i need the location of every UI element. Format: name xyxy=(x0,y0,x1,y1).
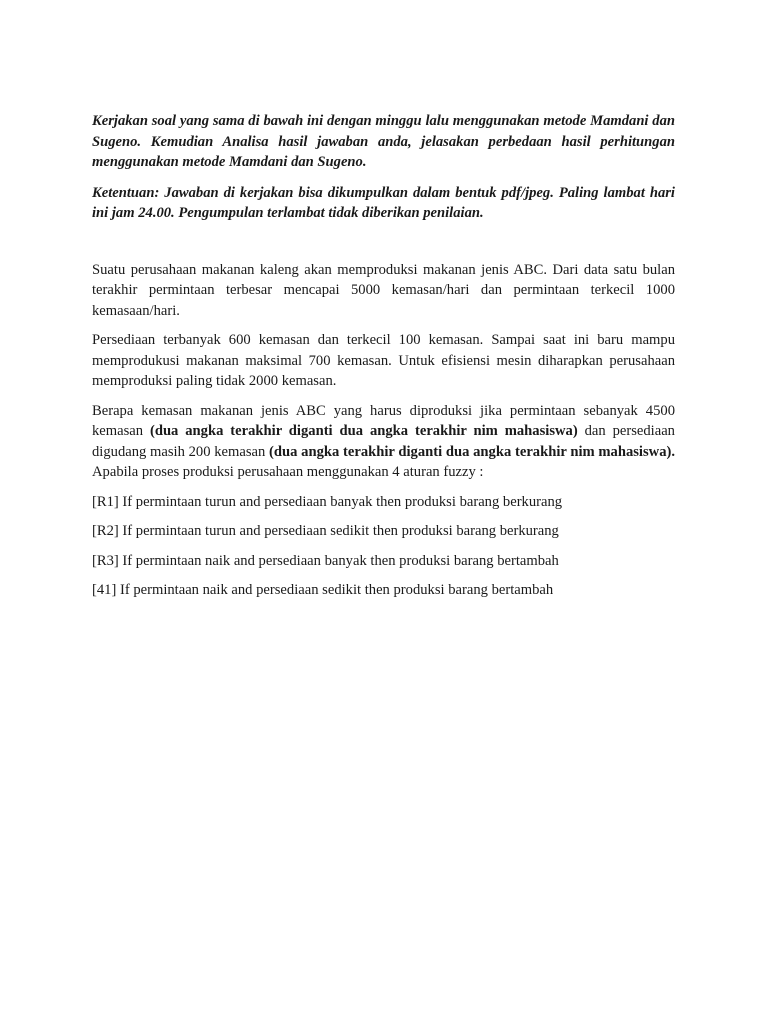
fuzzy-rule-2: [R2] If permintaan turun and persediaan sedikit then produksi barang berkurang xyxy=(92,523,559,539)
question-text-2: dan persediaan digudang masih 200 kemasan xyxy=(92,423,675,460)
question-note-1: (dua angka terakhir diganti dua angka terakhir nim mahasiswa) xyxy=(149,423,578,439)
fuzzy-rule-1: [R1] If permintaan turun and persediaan banyak then produksi barang berkurang xyxy=(92,493,563,510)
question-text-1: Berapa kemasan makanan jenis ABC yang harus diproduksi jika permintaan sebanyak 4500 kemasan xyxy=(92,402,675,439)
problem-paragraph-2: Persediaan terbanyak 600 kemasan dan terkecil 100 kemasan. Sampai saat ini baru mampu memprodukusi makanan maksimal 700 kemasan. Untuk efisiensi mesin diharapkan perusahaan memproduksi paling tidak 2000 kemasan. xyxy=(92,332,675,389)
submission-rules: Ketentuan: Jawaban di kerjakan bisa dikumpulkan dalam bentuk pdf/jpeg. Paling lambat hari ini jam 24.00. Pengumpulan terlambat tidak diberikan penilaian. xyxy=(92,184,675,221)
problem-paragraph-1: Suatu perusahaan makanan kaleng akan memproduksi makanan jenis ABC. Dari data satu bulan terakhir permintaan terbesar mencapai 5000 kemasan/hari dan permintaan terkecil 1000 kemasaan/hari. xyxy=(92,261,675,319)
document-page xyxy=(92,111,675,610)
fuzzy-rule-4: [41] If permintaan naik and persediaan sedikit then produksi barang bertambah xyxy=(92,582,554,598)
fuzzy-rule-3: [R3] If permintaan naik and persediaan banyak then produksi barang bertambah xyxy=(92,552,559,569)
question-text-3: Apabila proses produksi perusahaan menggunakan 4 aturan fuzzy : xyxy=(92,464,484,480)
problem-paragraph-3 xyxy=(92,401,675,483)
assignment-instruction: Kerjakan soal yang sama di bawah ini dengan minggu lalu menggunakan metode Mamdani dan Sugeno. Kemudian Analisa hasil jawaban anda, jelasakan perbedaan hasil perhitungan menggunakan metode Mamdani dan Sugeno. xyxy=(92,113,675,170)
question-note-2: (dua angka terakhir diganti dua angka terakhir nim mahasiswa). xyxy=(269,443,676,460)
